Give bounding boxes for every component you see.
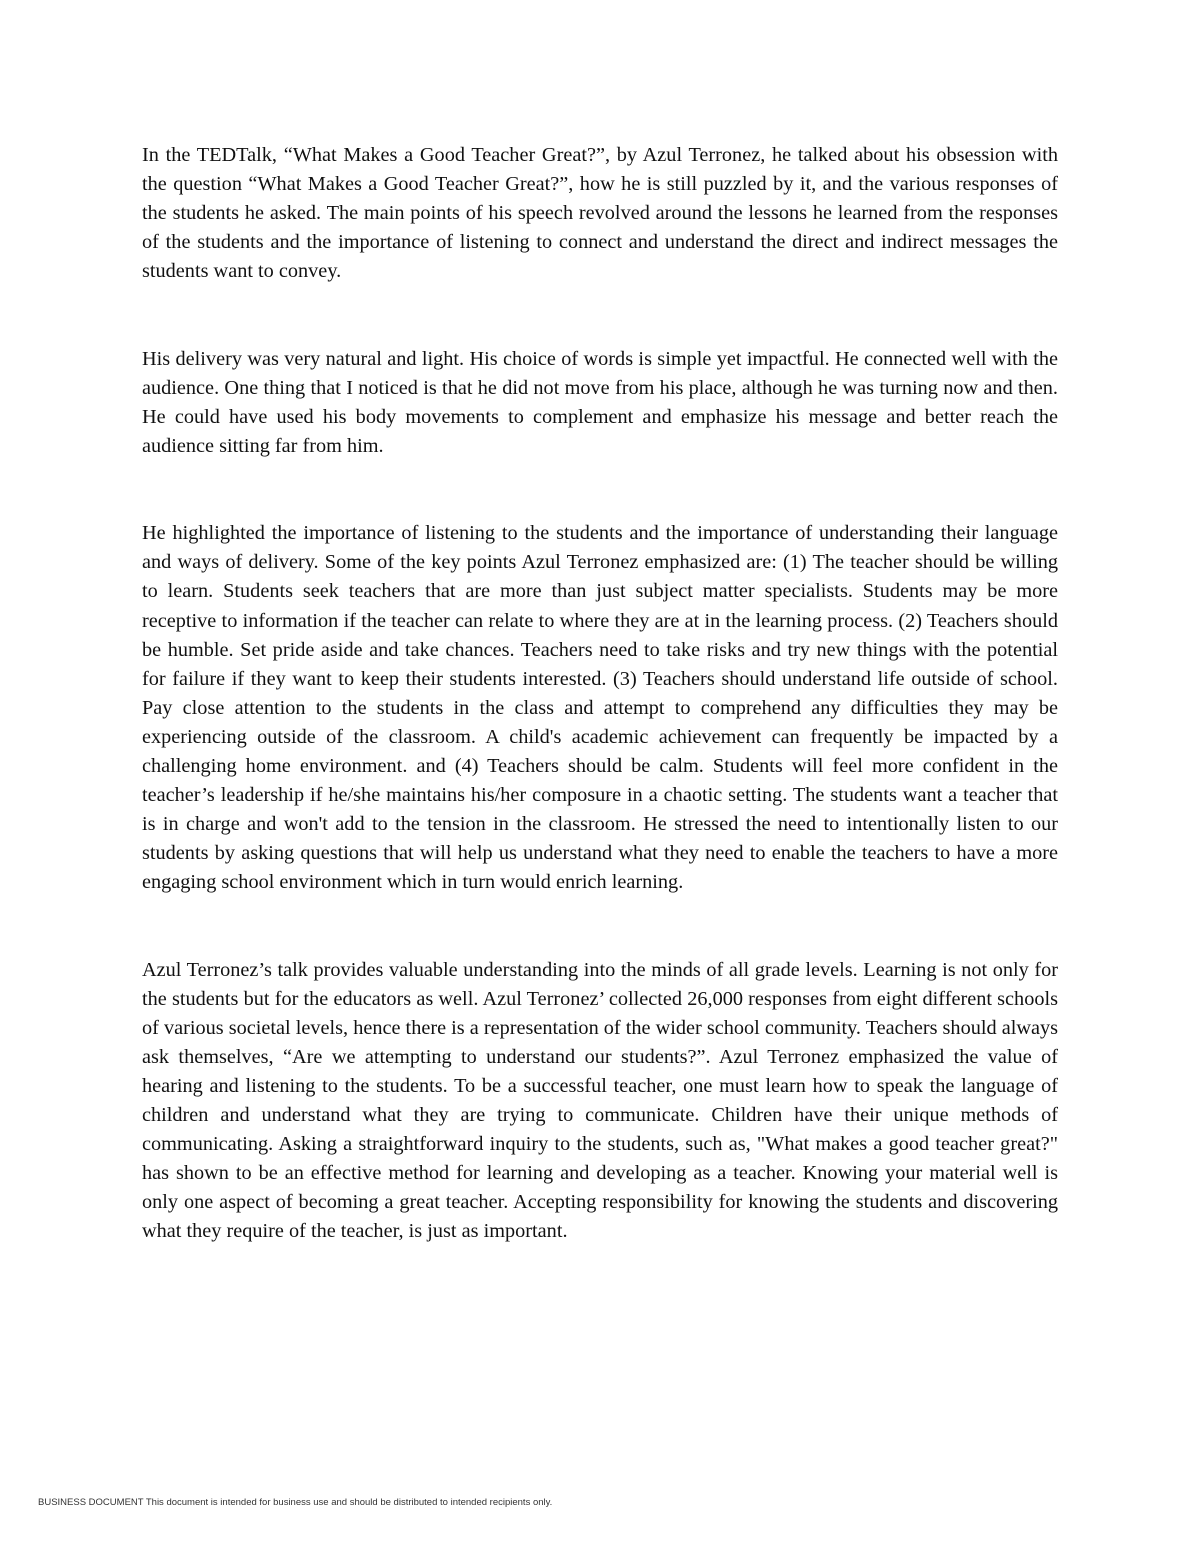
paragraph-3: He highlighted the importance of listening to the students and the importance of understanding their language and ways of delivery. Some of the key points Azul Terronez emphasized are: (1) The teacher should be willing to learn. Students seek teachers that are more than just subject matter specialists. Students may be more receptive to information if the teacher can relate to where they are at in the learning process. (2) Teachers should be humble. Set pride aside and take chances. Teachers need to take risks and try new things with the potential for failure if they want to keep their students interested. (3) Teachers should understand life outside of school. Pay close attention to the students in the class and attempt to comprehend any difficulties they may be experiencing outside of the classroom. A child's academic achievement can frequently be impacted by a challenging home environment. and (4) Teachers should be calm. Students will feel more confident in the teacher’s leadership if he/she maintains his/her composure in a chaotic setting. The students want a teacher that is in charge and won't add to the tension in the classroom. He stressed the need to intentionally listen to our students by asking questions that will help us understand what they need to enable the teachers to have a more engaging school environment which in turn would enrich learning. bbox=[142, 522, 1058, 894]
footer-disclaimer: BUSINESS DOCUMENT This document is intended for business use and should be distributed to intended recipients only. bbox=[38, 1497, 553, 1508]
document-body bbox=[142, 141, 1058, 1247]
paragraph-2: His delivery was very natural and light. His choice of words is simple yet impactful. He connected well with the audience. One thing that I noticed is that he did not move from his place, although he was turning now and then. He could have used his body movements to complement and emphasize his message and better reach the audience sitting far from him. bbox=[142, 347, 1058, 457]
paragraph-1: In the TEDTalk, “What Makes a Good Teacher Great?”, by Azul Terronez, he talked about his obsession with the question “What Makes a Good Teacher Great?”, how he is still puzzled by it, and the various responses of the students he asked. The main points of his speech revolved around the lessons he learned from the responses of the students and the importance of listening to connect and understand the direct and indirect messages the students want to convey. bbox=[142, 144, 1058, 283]
paragraph-4: Azul Terronez’s talk provides valuable understanding into the minds of all grade levels. Learning is not only for the students but for the educators as well. Azul Terronez’ collected 26,000 responses from eight different schools of various societal levels, hence there is a representation of the wider school community. Teachers should always ask themselves, “Are we attempting to understand our students?”. Azul Terronez emphasized the value of hearing and listening to the students. To be a successful teacher, one must learn how to speak the language of children and understand what they are trying to communicate. Children have their unique methods of communicating. Asking a straightforward inquiry to the students, such as, "What makes a good teacher great?" has shown to be an effective method for learning and developing as a teacher. Knowing your material well is only one aspect of becoming a great teacher. Accepting responsibility for knowing the students and discovering what they require of the teacher, is just as important. bbox=[142, 958, 1059, 1243]
